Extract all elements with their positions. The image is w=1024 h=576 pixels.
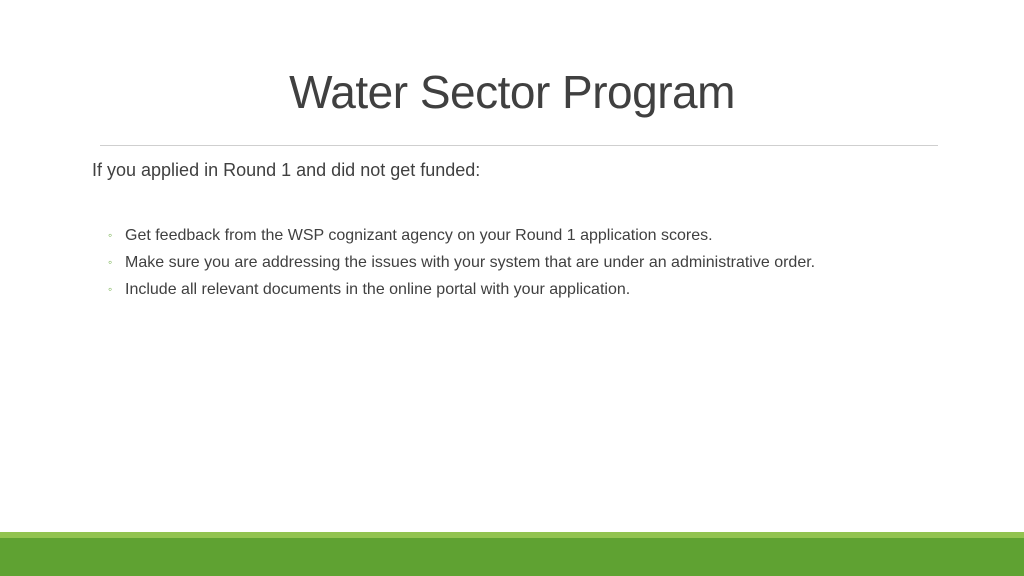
- slide-title: Water Sector Program: [289, 66, 735, 118]
- bullet-item: [106, 222, 815, 249]
- bullet-circle-icon: ◦: [108, 255, 113, 269]
- bullet-list: [106, 222, 815, 303]
- bullet-text: Make sure you are addressing the issues with your system that are under an administrative order.: [125, 254, 816, 271]
- intro-text: If you applied in Round 1 and did not get funded:: [92, 160, 481, 180]
- bullet-item: [106, 249, 815, 276]
- footer-accent-band-dark: [0, 538, 1024, 576]
- bullet-text: Include all relevant documents in the online portal with your application.: [125, 281, 631, 298]
- bullet-item: [106, 276, 815, 303]
- bullet-text: Get feedback from the WSP cognizant agency on your Round 1 application scores.: [125, 227, 713, 244]
- bullet-circle-icon: ◦: [108, 228, 113, 242]
- bullet-circle-icon: ◦: [108, 282, 113, 296]
- title-divider: [100, 145, 938, 146]
